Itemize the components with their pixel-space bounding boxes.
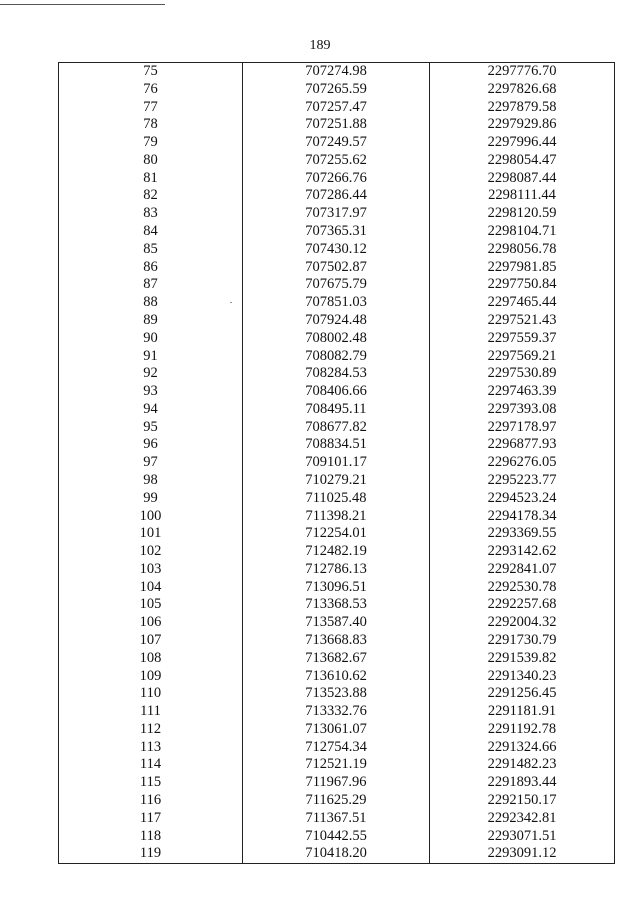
- y-coordinate-cell: 2293091.12: [487, 845, 557, 862]
- y-coordinate-cell: 2291181.91: [487, 703, 557, 720]
- table-row: [59, 383, 615, 401]
- point-number-cell: 94: [143, 400, 158, 417]
- x-coordinate-cell: 712254.01: [243, 525, 430, 543]
- table-row: [59, 205, 615, 223]
- table-row: [59, 756, 615, 774]
- y-coordinate-cell: 2297750.84: [487, 276, 557, 293]
- y-coordinate-cell: 2294178.34: [487, 507, 557, 524]
- x-coordinate-cell: 711967.96: [243, 774, 430, 792]
- point-number-cell: 83: [143, 205, 158, 222]
- table-row: [59, 99, 615, 117]
- y-coordinate-cell: 2297569.21: [487, 347, 557, 364]
- x-coordinate-cell: 712521.19: [243, 756, 430, 774]
- table-row: [59, 632, 615, 650]
- y-coordinate-cell: 2295223.77: [487, 471, 557, 488]
- point-number-cell: 92: [143, 365, 158, 382]
- y-coordinate-cell: 2298056.78: [487, 240, 557, 257]
- point-number-cell: 102: [139, 543, 162, 560]
- table-row: [59, 330, 615, 348]
- point-number-cell: 85: [143, 240, 158, 257]
- point-number-cell: 97: [143, 454, 158, 471]
- x-coordinate-cell: 713682.67: [243, 650, 430, 668]
- table-row: [59, 419, 615, 437]
- point-number-cell: 104: [139, 578, 162, 595]
- table-row: [59, 152, 615, 170]
- y-coordinate-cell: 2298104.71: [487, 223, 557, 240]
- y-coordinate-cell: 2298111.44: [488, 187, 556, 204]
- y-coordinate-cell: 2293369.55: [487, 525, 557, 542]
- y-coordinate-cell: 2291324.66: [487, 738, 557, 755]
- point-number-cell: 80: [143, 151, 158, 168]
- table-row: [59, 294, 615, 312]
- y-coordinate-cell: 2297393.08: [487, 400, 557, 417]
- point-number-cell: 81: [143, 169, 158, 186]
- table-row: [59, 774, 615, 792]
- x-coordinate-cell: 707266.76: [243, 170, 430, 188]
- table-row: [59, 241, 615, 259]
- table-row: [59, 436, 615, 454]
- x-coordinate-cell: 707317.97: [243, 205, 430, 223]
- point-number-cell: 117: [139, 809, 162, 826]
- x-coordinate-cell: 707249.57: [243, 134, 430, 152]
- point-number-cell: 108: [139, 649, 162, 666]
- point-number-cell: 76: [143, 80, 158, 97]
- point-number-cell: 105: [139, 596, 162, 613]
- point-number-cell: 93: [143, 383, 158, 400]
- x-coordinate-cell: 708406.66: [243, 383, 430, 401]
- table-row: [59, 187, 615, 205]
- x-coordinate-cell: 712754.34: [243, 739, 430, 757]
- point-number-cell: 114: [139, 756, 162, 773]
- y-coordinate-cell: 2291482.23: [487, 756, 557, 773]
- table-row: [59, 596, 615, 614]
- point-number-cell: 107: [139, 632, 162, 648]
- table-row: [59, 63, 615, 81]
- table-row: [59, 312, 615, 330]
- point-number-cell: 84: [143, 223, 158, 240]
- x-coordinate-cell: 711025.48: [243, 490, 430, 508]
- y-coordinate-cell: 2292257.68: [487, 596, 557, 613]
- table-row: [59, 490, 615, 508]
- table-row: [59, 828, 615, 846]
- x-coordinate-cell: 712482.19: [243, 543, 430, 561]
- x-coordinate-cell: 708677.82: [243, 419, 430, 437]
- y-coordinate-cell: 2297178.97: [487, 418, 557, 435]
- x-coordinate-cell: 713587.40: [243, 614, 430, 632]
- y-coordinate-cell: 2296877.93: [487, 436, 557, 453]
- x-coordinate-cell: 712786.13: [243, 561, 430, 579]
- y-coordinate-cell: 2297929.86: [487, 116, 557, 133]
- y-coordinate-cell: 2294523.24: [487, 489, 557, 506]
- table-row: [59, 685, 615, 703]
- point-number-cell: 88: [143, 294, 158, 311]
- table-row: [59, 739, 615, 757]
- table-row: [59, 223, 615, 241]
- point-number-cell: 77: [143, 98, 158, 115]
- x-coordinate-cell: 707851.03: [243, 294, 430, 312]
- y-coordinate-cell: 2297826.68: [487, 80, 557, 97]
- header-rule: [0, 4, 165, 5]
- y-coordinate-cell: 2297521.43: [487, 311, 557, 328]
- x-coordinate-cell: 707675.79: [243, 276, 430, 294]
- table-row: [59, 845, 615, 863]
- x-coordinate-cell: 707924.48: [243, 312, 430, 330]
- x-coordinate-cell: 707255.62: [243, 152, 430, 170]
- point-number-cell: 113: [139, 738, 162, 755]
- table-row: [59, 525, 615, 543]
- point-number-cell: 79: [143, 134, 158, 151]
- point-number-cell: 106: [139, 614, 162, 631]
- table-row: [59, 579, 615, 597]
- x-coordinate-cell: 710279.21: [243, 472, 430, 490]
- x-coordinate-cell: 707430.12: [243, 241, 430, 259]
- y-coordinate-cell: 2293071.51: [487, 827, 557, 844]
- y-coordinate-cell: 2291340.23: [487, 667, 557, 684]
- y-coordinate-cell: 2291893.44: [487, 774, 557, 791]
- y-coordinate-cell: 2297463.39: [487, 383, 557, 400]
- x-coordinate-cell: 708082.79: [243, 348, 430, 366]
- y-coordinate-cell: 2292004.32: [487, 614, 557, 631]
- point-number-cell: 90: [143, 329, 158, 346]
- point-number-cell: 101: [139, 525, 162, 542]
- y-coordinate-cell: 2292150.17: [487, 792, 557, 809]
- y-coordinate-cell: 2297996.44: [487, 134, 557, 151]
- table-row: [59, 561, 615, 579]
- point-number-cell: 75: [143, 63, 158, 79]
- table-row: [59, 170, 615, 188]
- table-row: [59, 116, 615, 134]
- table-row: [59, 276, 615, 294]
- table-row: [59, 472, 615, 490]
- x-coordinate-cell: 708002.48: [243, 330, 430, 348]
- x-coordinate-cell: 713610.62: [243, 668, 430, 686]
- x-coordinate-cell: 711398.21: [243, 508, 430, 526]
- point-number-cell: 110: [139, 685, 162, 702]
- point-number-cell: 91: [143, 347, 158, 364]
- table-row: [59, 365, 615, 383]
- table-row: [59, 134, 615, 152]
- x-coordinate-cell: 710418.20: [243, 845, 430, 863]
- y-coordinate-cell: 2296276.05: [487, 454, 557, 471]
- point-number-cell: 116: [139, 792, 162, 809]
- x-coordinate-cell: 713668.83: [243, 632, 430, 650]
- x-coordinate-cell: 707257.47: [243, 99, 430, 117]
- x-coordinate-cell: 711625.29: [243, 792, 430, 810]
- point-number-cell: 100: [139, 507, 162, 524]
- table-row: [59, 721, 615, 739]
- point-number-cell: 111: [140, 703, 161, 720]
- x-coordinate-cell: 707502.87: [243, 259, 430, 277]
- table-row: [59, 792, 615, 810]
- x-coordinate-cell: 707265.59: [243, 81, 430, 99]
- point-number-cell: 115: [139, 774, 162, 791]
- point-number-cell: 95: [143, 418, 158, 435]
- table-row: [59, 348, 615, 366]
- y-coordinate-cell: 2292530.78: [487, 578, 557, 595]
- point-number-cell: 98: [143, 471, 158, 488]
- point-number-cell: 78: [143, 116, 158, 133]
- point-number-cell: 99: [143, 489, 158, 506]
- x-coordinate-cell: 708284.53: [243, 365, 430, 383]
- y-coordinate-cell: 2293142.62: [487, 543, 557, 560]
- y-coordinate-cell: 2291256.45: [487, 685, 557, 702]
- point-number-cell: 96: [143, 436, 158, 453]
- y-coordinate-cell: 2298120.59: [487, 205, 557, 222]
- point-number-cell: 87: [143, 276, 158, 293]
- x-coordinate-cell: 710442.55: [243, 828, 430, 846]
- point-number-cell: 118: [139, 827, 162, 844]
- y-coordinate-cell: 2297530.89: [487, 365, 557, 382]
- table-row: [59, 614, 615, 632]
- table-row: [59, 81, 615, 99]
- x-coordinate-cell: 713061.07: [243, 721, 430, 739]
- table-row: [59, 259, 615, 277]
- table-row: [59, 454, 615, 472]
- y-coordinate-cell: 2298054.47: [487, 151, 557, 168]
- point-number-cell: 103: [139, 560, 162, 577]
- y-coordinate-cell: 2297559.37: [487, 329, 557, 346]
- coordinates-table: [58, 62, 615, 864]
- table-row: [59, 650, 615, 668]
- point-number-cell: 112: [139, 720, 162, 737]
- y-coordinate-cell: 2292342.81: [487, 809, 557, 826]
- x-coordinate-cell: 707274.98: [243, 63, 430, 81]
- y-coordinate-cell: 2297776.70: [487, 63, 557, 79]
- y-coordinate-cell: 2298087.44: [487, 169, 557, 186]
- y-coordinate-cell: 2291539.82: [487, 649, 557, 666]
- table-row: [59, 810, 615, 828]
- table-row: [59, 668, 615, 686]
- table-row: [59, 543, 615, 561]
- table-row: [59, 508, 615, 526]
- x-coordinate-cell: 713368.53: [243, 596, 430, 614]
- point-number-cell: 119: [139, 845, 162, 862]
- x-coordinate-cell: 707286.44: [243, 187, 430, 205]
- x-coordinate-cell: 708834.51: [243, 436, 430, 454]
- x-coordinate-cell: 713523.88: [243, 685, 430, 703]
- point-number-cell: 109: [139, 667, 162, 684]
- x-coordinate-cell: 709101.17: [243, 454, 430, 472]
- x-coordinate-cell: 707251.88: [243, 116, 430, 134]
- table-row: [59, 703, 615, 721]
- x-coordinate-cell: 711367.51: [243, 810, 430, 828]
- coordinates-table-body: [59, 63, 615, 864]
- y-coordinate-cell: 2297981.85: [487, 258, 557, 275]
- y-coordinate-cell: 2292841.07: [487, 560, 557, 577]
- x-coordinate-cell: 708495.11: [243, 401, 430, 419]
- y-coordinate-cell: 2291192.78: [487, 720, 557, 737]
- y-coordinate-cell: 2297879.58: [487, 98, 557, 115]
- point-number-cell: 89: [143, 311, 158, 328]
- x-coordinate-cell: 707365.31: [243, 223, 430, 241]
- x-coordinate-cell: 713332.76: [243, 703, 430, 721]
- point-number-cell: 82: [143, 187, 158, 204]
- y-coordinate-cell: 2291730.79: [487, 632, 557, 648]
- table-row: [59, 401, 615, 419]
- page-number: 189: [309, 38, 331, 53]
- point-number-cell: 86: [143, 258, 158, 275]
- y-coordinate-cell: 2297465.44: [487, 294, 557, 311]
- x-coordinate-cell: 713096.51: [243, 579, 430, 597]
